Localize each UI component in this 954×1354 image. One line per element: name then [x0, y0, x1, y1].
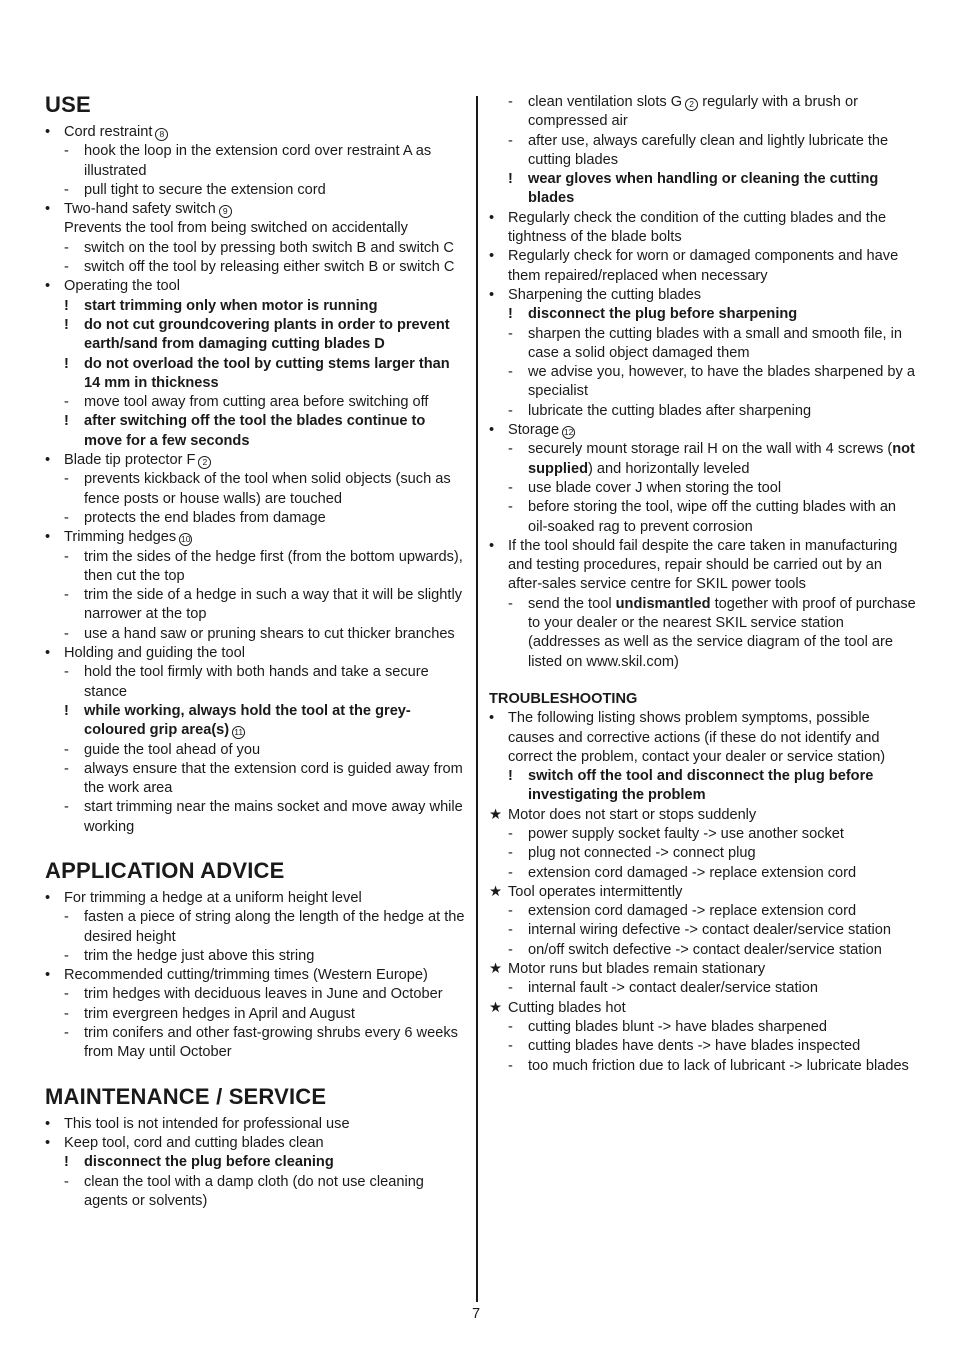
- list-item: - extension cord damaged -> replace extension cord: [508, 903, 857, 920]
- warning-item: ! disconnect the plug before sharpening: [508, 306, 798, 323]
- symptom-item: ★ Tool operates intermittently: [489, 883, 919, 902]
- star-icon: ★: [489, 961, 503, 978]
- page-number: 7: [472, 1306, 481, 1322]
- list-item: - trim evergreen hedges in April and August: [64, 1005, 355, 1022]
- list-item: • For trimming a hedge at a uniform height level: [45, 889, 362, 906]
- list-item: • The following listing shows problem symptoms, possible causes and corrective actions (if these do not identify and correct the problem, contact your dealer or service station): [489, 710, 886, 765]
- list-item: • Recommended cutting/trimming times (Western Europe): [45, 967, 428, 984]
- list-item: • Keep tool, cord and cutting blades clean: [45, 1134, 324, 1151]
- list-item: - internal fault -> contact dealer/service station: [508, 980, 819, 997]
- list-item: - cutting blades have dents -> have blades inspected: [508, 1038, 861, 1055]
- list-item: - lubricate the cutting blades after sharpening: [508, 402, 812, 419]
- list-item: - start trimming near the mains socket and move away while working: [64, 799, 463, 835]
- list-item: - protects the end blades from damage: [64, 509, 326, 526]
- list-item: • Regularly check the condition of the cutting blades and the tightness of the blade bolts: [489, 209, 887, 246]
- list-item: - move tool away from cutting area before switching off: [64, 394, 429, 411]
- list-item: - hold the tool firmly with both hands and take a secure stance: [64, 664, 429, 700]
- list-item: • If the tool should fail despite the care taken in manufacturing and testing procedures, repair should be carried out by an after-sales service centre for SKIL power tools: [489, 537, 898, 593]
- warning-item: ! while working, always hold the tool at the grey-coloured grip area(s) 11: [64, 702, 411, 739]
- list-item: - after use, always carefully clean and lightly lubricate the cutting blades: [508, 132, 889, 168]
- list-item: - on/off switch defective -> contact dealer/service station: [508, 941, 882, 958]
- star-icon: ★: [489, 883, 503, 900]
- warning-item: ! start trimming only when motor is running: [64, 297, 378, 314]
- figure-ref: 10: [180, 534, 191, 545]
- list-item: - guide the tool ahead of you: [64, 741, 261, 758]
- figure-ref: 2: [685, 98, 698, 111]
- star-icon: ★: [489, 999, 503, 1016]
- list-item: - switch on the tool by pressing both switch B and switch C: [64, 239, 454, 256]
- list-item: • Holding and guiding the tool: [45, 645, 245, 662]
- list-item: - before storing the tool, wipe off the cutting blades with an oil-soaked rag to prevent corrosion: [508, 499, 897, 535]
- list-item: - switch off the tool by releasing either switch B or switch C: [64, 259, 455, 276]
- list-item: • Sharpening the cutting blades: [489, 286, 702, 303]
- list-item: - clean the tool with a damp cloth (do not use cleaning agents or solvents): [64, 1173, 424, 1209]
- column-divider: [476, 96, 478, 1302]
- list-item: - send the tool undismantled together with proof of purchase to your dealer or the nearest SKIL service station (addresses as well as the service diagram of the tool are listed on www.skil.com): [508, 595, 916, 670]
- list-item: • Operating the tool: [45, 278, 181, 295]
- list-item: - fasten a piece of string along the length of the hedge at the desired height: [64, 909, 465, 945]
- right-column: [489, 93, 919, 1076]
- symptom-item: ★ Cutting blades hot: [489, 999, 919, 1018]
- warning-item: ! after switching off the tool the blades continue to move for a few seconds: [64, 413, 426, 449]
- list-item: - hook the loop in the extension cord over restraint A as illustrated: [64, 143, 432, 179]
- list-item: - prevents kickback of the tool when solid objects (such as fence posts or house walls) are touched: [64, 471, 451, 507]
- paragraph: Prevents the tool from being switched on accidentally: [64, 220, 408, 237]
- list-item: • Storage 12: [489, 422, 574, 439]
- warning-item: ! wear gloves when handling or cleaning the cutting blades: [508, 171, 879, 207]
- warning-item: ! switch off the tool and disconnect the plug before investigating the problem: [508, 768, 874, 804]
- left-column: [45, 92, 465, 1211]
- list-item: - securely mount storage rail H on the wall with 4 screws (not supplied) and horizontally leveled: [508, 441, 915, 477]
- warning-item: ! disconnect the plug before cleaning: [64, 1154, 334, 1171]
- list-item: - plug not connected -> connect plug: [508, 845, 756, 862]
- list-item: - trim hedges with deciduous leaves in June and October: [64, 986, 443, 1003]
- symptom-item: ★ Motor does not start or stops suddenly: [489, 806, 919, 825]
- section-title-maintenance-service: MAINTENANCE / SERVICE: [45, 1083, 327, 1109]
- list-item: - sharpen the cutting blades with a small and smooth file, in case a solid object damaged them: [508, 325, 902, 361]
- star-icon: ★: [489, 806, 503, 823]
- list-item: - extension cord damaged -> replace extension cord: [508, 864, 857, 881]
- list-item: • Regularly check for worn or damaged components and have them repaired/replaced when necessary: [489, 248, 899, 284]
- list-item: • This tool is not intended for professional use: [45, 1115, 350, 1132]
- warning-item: ! do not overload the tool by cutting stems larger than 14 mm in thickness: [64, 355, 450, 391]
- section-title-troubleshooting: TROUBLESHOOTING: [489, 690, 638, 707]
- list-item: • Cord restraint 8: [45, 123, 465, 142]
- list-item: - pull tight to secure the extension cord: [64, 181, 326, 198]
- list-item: - trim conifers and other fast-growing shrubs every 6 weeks from May until October: [64, 1025, 458, 1061]
- list-item: • Trimming hedges 10: [45, 529, 191, 546]
- list-item: - clean ventilation slots G 2 regularly with a brush or compressed air: [508, 94, 858, 130]
- list-item: • Blade tip protector F 2: [45, 451, 465, 470]
- list-item: - cutting blades blunt -> have blades sharpened: [508, 1018, 827, 1035]
- list-item: • Two-hand safety switch 9: [45, 200, 465, 219]
- figure-ref: 9: [219, 205, 232, 218]
- figure-ref: 2: [198, 456, 211, 469]
- list-item: - trim the sides of the hedge first (from the bottom upwards), then cut the top: [64, 548, 463, 584]
- list-item: - use blade cover J when storing the tool: [508, 479, 782, 496]
- list-item: - always ensure that the extension cord is guided away from the work area: [64, 760, 463, 797]
- figure-ref: 12: [563, 427, 574, 438]
- list-item: - use a hand saw or pruning shears to cut thicker branches: [64, 625, 455, 642]
- list-item: - trim the side of a hedge in such a way that it will be slightly narrower at the top: [64, 587, 463, 623]
- list-item: - internal wiring defective -> contact dealer/service station: [508, 922, 891, 939]
- section-title-use: USE: [45, 92, 91, 117]
- section-title-application-advice: APPLICATION ADVICE: [45, 857, 285, 883]
- list-item: - power supply socket faulty -> use another socket: [508, 825, 844, 842]
- warning-item: ! do not cut groundcovering plants in order to prevent earth/sand from damaging cutting blades D: [64, 316, 450, 353]
- symptom-item: ★ Motor runs but blades remain stationary: [489, 960, 919, 979]
- list-item: - we advise you, however, to have the blades sharpened by a specialist: [508, 364, 915, 400]
- figure-ref: 11: [232, 726, 245, 739]
- list-item: - too much friction due to lack of lubricant -> lubricate blades: [508, 1057, 909, 1074]
- figure-ref: 8: [155, 128, 168, 141]
- list-item: - trim the hedge just above this string: [64, 947, 315, 964]
